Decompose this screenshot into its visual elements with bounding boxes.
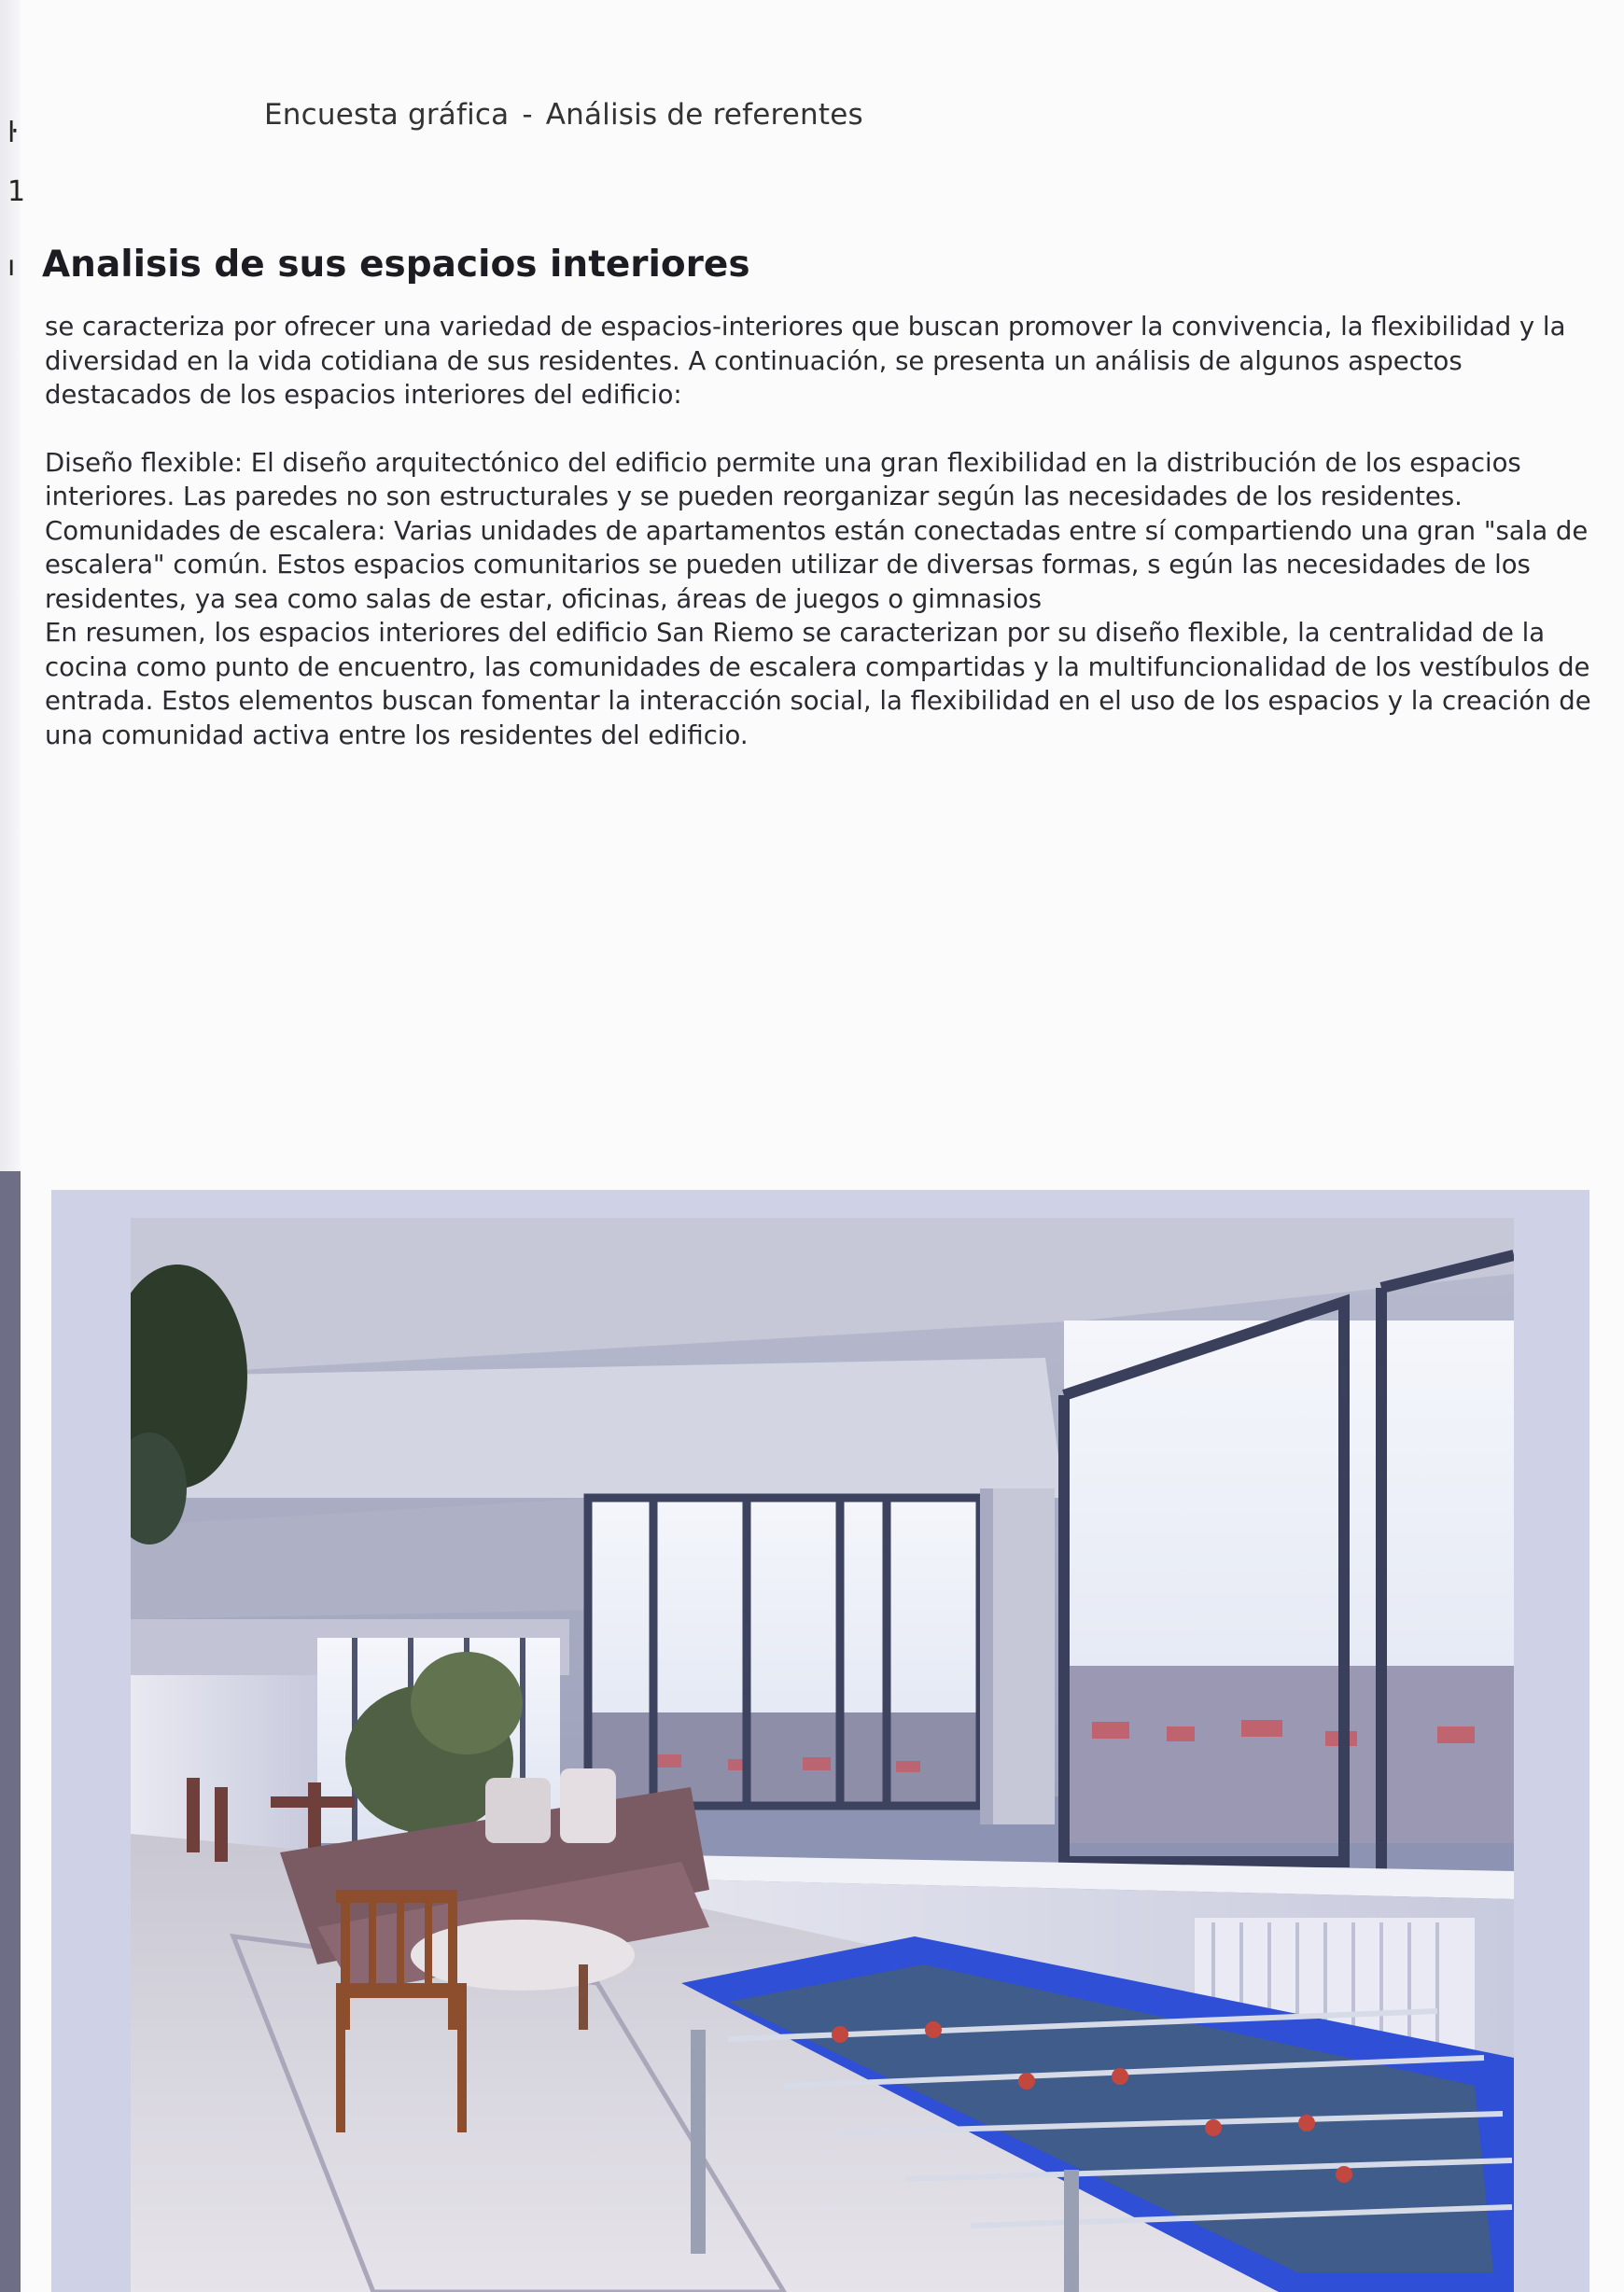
header-separator: - — [522, 98, 533, 132]
margin-mark: ŀ — [7, 117, 18, 149]
intro-paragraph: se caracteriza por ofrecer una variedad de espacios-interiores que buscan promover la convivencia, la flexibilidad y la diversidad en la vida cotidiana de sus residentes. A continuación, se presenta un análisis de algunos aspectos destacados de los espacios interiores del edificio: — [45, 312, 1566, 410]
margin-mark: 1 — [7, 175, 26, 208]
flexible-design-paragraph: Diseño flexible: El diseño arquitectónico del edificio permite una gran flexibilidad en la distribución de los espacios interiores. Las paredes no son estructurales y se pueden reorganizar según las necesidades de los residentes. — [45, 447, 1521, 511]
page-binding-edge-lower — [0, 1171, 21, 2292]
summary-paragraph: En resumen, los espacios interiores del edificio San Riemo se caracterizan por su diseño flexible, la centralidad de la cocina como punto de encuentro, las comunidades de escalera compartidas y la multifuncionalidad de los vestíbulos de entrada. Estos elementos buscan fomentar la interacción social, la flexibilidad en el uso de los espacios y la creación de una comunidad activa entre los residentes del edificio. — [45, 618, 1591, 750]
margin-mark: ı — [7, 250, 16, 283]
section-title: Analisis de sus espacios interiores — [42, 244, 750, 286]
header-analysis-label: Análisis de referentes — [545, 98, 863, 132]
page-header — [264, 98, 917, 132]
interior-photo-illustration — [131, 1218, 1514, 2292]
header-survey-label: Encuesta gráfica — [264, 98, 510, 132]
stair-communities-paragraph: Comunidades de escalera: Varias unidades de apartamentos están conectadas entre sí compartiendo una gran "sala de escalera" común. Estos espacios comunitarios se pueden utilizar de diversas formas, s egún las necesidades de los residentes, ya sea como salas de estar, oficinas, áreas de juegos o gimnasios — [45, 515, 1589, 614]
interior-photo — [131, 1218, 1514, 2292]
section-body — [45, 310, 1594, 752]
